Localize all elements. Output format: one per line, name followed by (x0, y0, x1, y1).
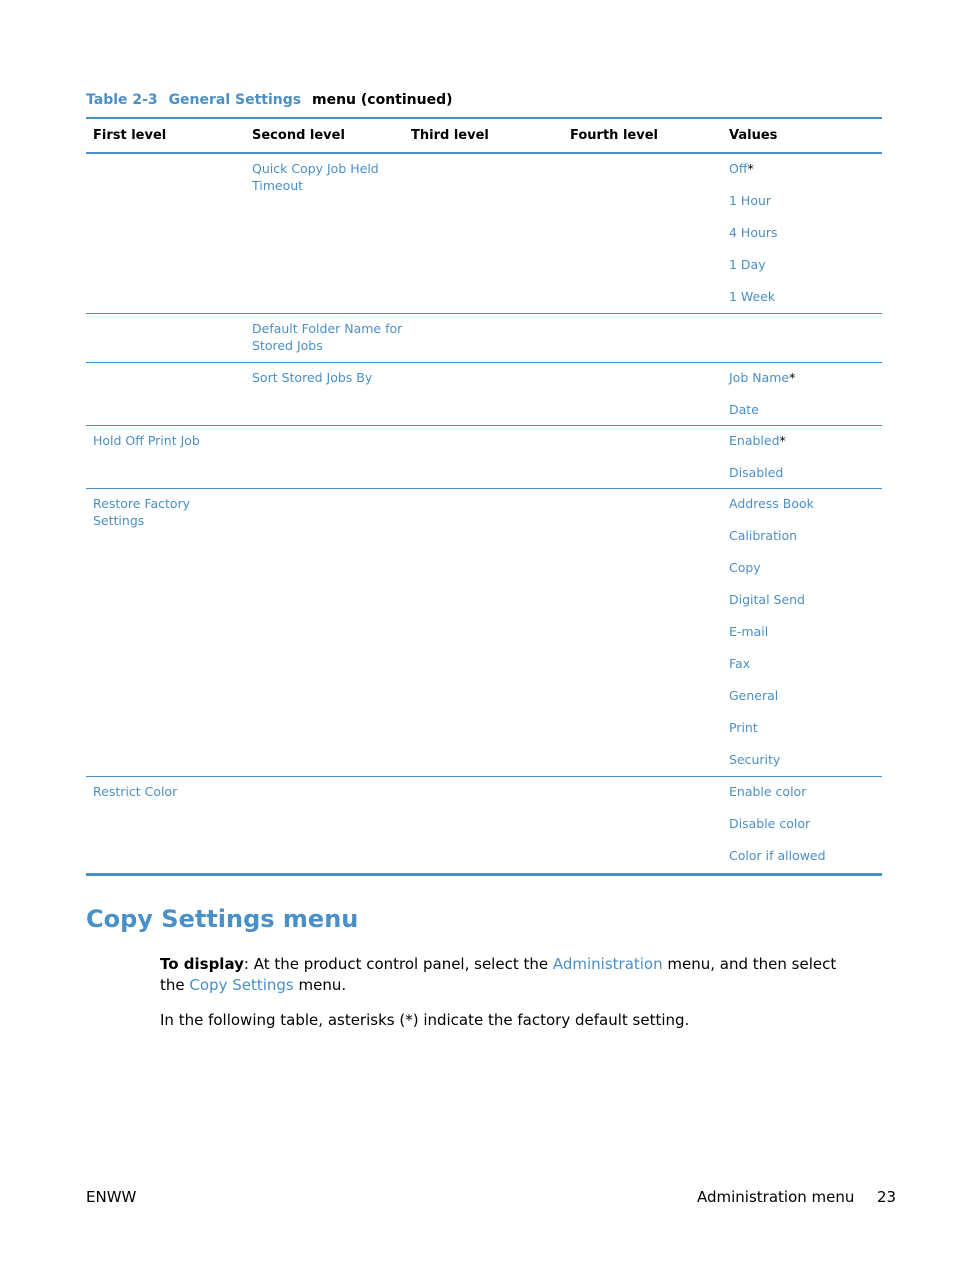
table-row (86, 314, 882, 363)
header-first-level: First level (93, 128, 167, 143)
instruction-text-1: : At the product control panel, select the (243, 955, 553, 973)
table-row (86, 777, 882, 873)
value-option-label: 1 Day (729, 257, 766, 272)
value-option[interactable] (729, 432, 882, 464)
value-option[interactable] (729, 655, 882, 687)
value-option[interactable] (729, 369, 882, 401)
values-cell (722, 783, 882, 879)
header-second-level: Second level (252, 128, 345, 143)
values-cell (722, 160, 882, 320)
header-values: Values (729, 128, 778, 143)
table-row (86, 426, 882, 489)
value-option[interactable] (729, 847, 882, 879)
copy-settings-menu-link[interactable]: Copy Settings (189, 976, 294, 994)
values-cell (722, 369, 882, 433)
values-cell (722, 495, 882, 783)
first-level-cell[interactable]: Hold Off Print Job (93, 433, 200, 448)
section-heading: Copy Settings menu (86, 905, 359, 933)
table-row (86, 154, 882, 314)
value-option-label: Date (729, 402, 759, 417)
second-level-cell[interactable]: Sort Stored Jobs By (252, 370, 373, 385)
header-third-level: Third level (411, 128, 489, 143)
footer-section-name: Administration menu (697, 1188, 855, 1206)
default-asterisk: * (789, 370, 796, 385)
value-option-label: Off (729, 161, 748, 176)
table-row (86, 489, 882, 777)
header-fourth-level: Fourth level (570, 128, 658, 143)
value-option-label: Job Name (729, 370, 790, 385)
value-option-label: 4 Hours (729, 225, 778, 240)
table-header-row (86, 119, 882, 154)
value-option-label: Disabled (729, 465, 784, 480)
value-option-label: 1 Week (729, 289, 776, 304)
value-option[interactable] (729, 783, 882, 815)
value-option[interactable] (729, 288, 882, 320)
second-level-cell[interactable]: Default Folder Name for Stored Jobs (252, 321, 403, 353)
value-option[interactable] (729, 751, 882, 783)
caption-menu-name: General Settings (168, 92, 302, 108)
value-option[interactable] (729, 224, 882, 256)
to-display-label: To display (160, 955, 244, 973)
value-option-label: Fax (729, 656, 751, 671)
value-option-label: Print (729, 720, 758, 735)
display-instructions (160, 954, 860, 996)
footer-left: ENWW (86, 1188, 137, 1206)
value-option-label: Copy (729, 560, 761, 575)
value-option[interactable] (729, 687, 882, 719)
value-option-label: Enabled (729, 433, 780, 448)
value-option[interactable] (729, 591, 882, 623)
value-option-label: E-mail (729, 624, 769, 639)
value-option-label: Disable color (729, 816, 811, 831)
value-option[interactable] (729, 815, 882, 847)
first-level-cell[interactable]: Restrict Color (93, 784, 178, 799)
first-level-cell[interactable]: Restore Factory Settings (93, 496, 191, 528)
value-option[interactable] (729, 623, 882, 655)
value-option[interactable] (729, 401, 882, 433)
table-body (86, 154, 882, 873)
values-cell (722, 432, 882, 496)
value-option-label: Calibration (729, 528, 798, 543)
value-option-label: 1 Hour (729, 193, 772, 208)
value-option[interactable] (729, 256, 882, 288)
value-option[interactable] (729, 527, 882, 559)
default-asterisk: * (747, 161, 754, 176)
value-option-label: Address Book (729, 496, 814, 511)
second-level-cell[interactable]: Quick Copy Job Held Timeout (252, 161, 379, 193)
table-number: Table 2-3 (86, 92, 158, 108)
value-option-label: Security (729, 752, 781, 767)
settings-table (86, 117, 882, 876)
value-option-label: Digital Send (729, 592, 805, 607)
default-asterisk: * (779, 433, 786, 448)
administration-menu-link[interactable]: Administration (552, 955, 663, 973)
table-caption (86, 92, 453, 108)
value-option[interactable] (729, 464, 882, 496)
value-option[interactable] (729, 719, 882, 751)
instruction-text-2: menu, and then select the (160, 955, 837, 994)
instruction-text-3: menu. (293, 976, 347, 994)
value-option[interactable] (729, 495, 882, 527)
caption-suffix: menu (continued) (312, 92, 453, 108)
asterisk-note: In the following table, asterisks (*) indicate the factory default setting. (160, 1011, 690, 1029)
value-option[interactable] (729, 559, 882, 591)
page-number: 23 (877, 1188, 897, 1206)
value-option-label: Color if allowed (729, 848, 826, 863)
value-option[interactable] (729, 192, 882, 224)
value-option-label: General (729, 688, 779, 703)
table-row (86, 363, 882, 426)
value-option[interactable] (729, 160, 882, 192)
value-option-label: Enable color (729, 784, 807, 799)
